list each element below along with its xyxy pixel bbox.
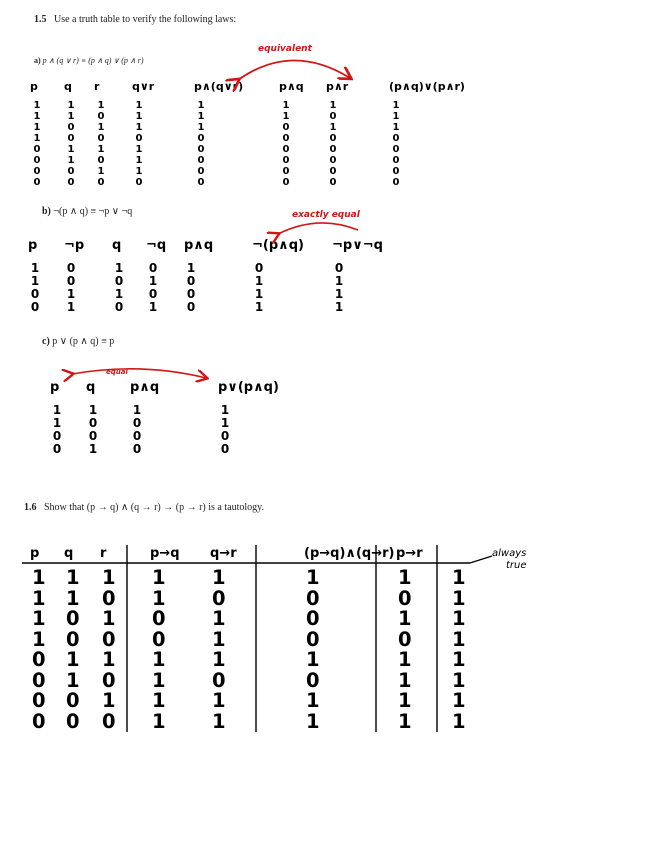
truth-value: 1	[102, 607, 116, 630]
column-header: q	[112, 238, 122, 253]
part-b-arrow-arc	[278, 223, 358, 234]
column-header: p∧q	[184, 238, 214, 253]
truth-value: 0	[32, 709, 46, 733]
truth-column	[30, 262, 40, 314]
truth-value: 1	[212, 648, 226, 671]
truth-value: 0	[186, 287, 196, 301]
column-header: q∨r	[132, 80, 155, 93]
truth-value: 0	[66, 709, 80, 733]
truth-value: 1	[306, 566, 320, 589]
truth-value: 1	[220, 416, 230, 430]
truth-value: 0	[33, 177, 41, 188]
truth-value: 1	[32, 627, 46, 651]
truth-value: 1	[212, 607, 226, 630]
truth-value: 1	[452, 689, 466, 712]
truth-value: 1	[452, 709, 466, 733]
truth-value: 1	[152, 586, 166, 610]
truth-value: 1	[52, 416, 62, 430]
truth-value: 1	[152, 566, 166, 589]
truth-value: 0	[392, 177, 400, 188]
truth-value: 0	[66, 689, 80, 712]
truth-value: 1	[452, 627, 466, 651]
truth-value: 1	[135, 122, 143, 133]
truth-value: 1	[334, 287, 344, 301]
truth-column	[134, 100, 144, 188]
truth-value: 0	[52, 429, 62, 443]
truth-value: 0	[97, 155, 105, 166]
truth-value: 0	[398, 627, 412, 651]
truth-value: 0	[33, 155, 41, 166]
truth-value: 1	[135, 166, 143, 177]
truth-value: 1	[132, 403, 142, 417]
truth-value: 1	[152, 709, 166, 733]
truth-value: 0	[132, 442, 142, 456]
truth-value: 1	[329, 122, 337, 133]
truth-value: 0	[67, 166, 75, 177]
column-header: p∧q	[130, 380, 160, 395]
problem-text: Use a truth table to verify the following laws:	[54, 14, 237, 25]
truth-value: 1	[452, 648, 466, 671]
truth-value: 0	[66, 627, 80, 651]
truth-value: 1	[97, 100, 105, 111]
truth-value: 1	[33, 111, 41, 122]
truth-value: 0	[152, 607, 166, 630]
truth-value: 0	[197, 177, 205, 188]
truth-value: 1	[135, 144, 143, 155]
truth-value: 1	[152, 648, 166, 671]
tautology-note	[492, 548, 527, 572]
truth-column	[196, 100, 206, 188]
part-c-note: equal	[106, 368, 128, 376]
truth-value: 0	[67, 177, 75, 188]
truth-value: 0	[135, 133, 143, 144]
truth-value: 0	[392, 155, 400, 166]
truth-value: 1	[66, 668, 80, 692]
truth-value: 1	[212, 689, 226, 712]
tautology-note-arrow	[470, 556, 492, 563]
truth-column	[281, 100, 291, 188]
truth-value: 1	[114, 261, 124, 275]
truth-value: 1	[32, 566, 46, 589]
truth-value: 1	[102, 566, 116, 589]
truth-column	[452, 566, 466, 733]
truth-value: 0	[30, 300, 40, 314]
truth-column	[152, 566, 166, 733]
truth-value: 1	[88, 442, 98, 456]
truth-value: 0	[148, 261, 158, 275]
column-header: q→r	[210, 546, 237, 561]
column-header: r	[100, 546, 107, 561]
truth-column	[66, 566, 80, 733]
truth-value: 0	[66, 607, 80, 630]
truth-value: 1	[334, 300, 344, 314]
truth-column	[148, 262, 158, 314]
truth-value: 0	[97, 177, 105, 188]
truth-value: 0	[392, 133, 400, 144]
truth-value: 1	[452, 607, 466, 630]
part-a-note: equivalent	[258, 44, 312, 54]
truth-column	[186, 262, 196, 314]
column-header: p	[50, 380, 60, 395]
truth-value: 0	[135, 177, 143, 188]
truth-value: 1	[148, 300, 158, 314]
truth-value: 1	[32, 586, 46, 610]
truth-value: 1	[392, 100, 400, 111]
truth-value: 1	[152, 689, 166, 712]
truth-value: 1	[135, 111, 143, 122]
truth-value: 0	[306, 607, 320, 630]
truth-value: 1	[254, 300, 264, 314]
truth-value: 1	[398, 648, 412, 671]
truth-value: 0	[88, 416, 98, 430]
truth-column	[88, 404, 98, 456]
truth-value: 0	[32, 689, 46, 712]
truth-column	[96, 100, 106, 188]
problem-number: 1.5	[34, 14, 47, 25]
truth-column	[66, 262, 76, 314]
column-header: ¬p	[64, 238, 85, 253]
truth-value: 1	[186, 261, 196, 275]
truth-value: 1	[334, 274, 344, 288]
truth-value: 1	[282, 111, 290, 122]
truth-value: 0	[33, 166, 41, 177]
column-header: (p→q)∧(q→r)	[304, 546, 395, 561]
truth-column	[306, 566, 320, 733]
part-b-law	[42, 206, 132, 217]
truth-column	[212, 566, 226, 733]
truth-value: 0	[67, 133, 75, 144]
column-header: p→q	[150, 546, 180, 561]
truth-value: 0	[329, 133, 337, 144]
column-header: p∧(q∨r)	[194, 80, 244, 93]
truth-value: 0	[306, 668, 320, 692]
truth-value: 1	[392, 122, 400, 133]
truth-value: 0	[114, 300, 124, 314]
truth-value: 1	[67, 144, 75, 155]
tautology-note-line2: true	[506, 560, 527, 571]
truth-value: 0	[97, 111, 105, 122]
truth-value: 1	[398, 607, 412, 630]
truth-value: 0	[212, 668, 226, 692]
truth-value: 1	[254, 287, 264, 301]
column-header: ¬(p∧q)	[252, 238, 304, 253]
column-header: p∧q	[279, 80, 304, 93]
truth-value: 0	[52, 442, 62, 456]
truth-value: 0	[197, 144, 205, 155]
truth-value: 1	[33, 133, 41, 144]
truth-value: 1	[66, 287, 76, 301]
truth-column	[32, 100, 42, 188]
truth-value: 1	[32, 607, 46, 630]
truth-value: 1	[329, 100, 337, 111]
truth-value: 1	[392, 111, 400, 122]
problem-1-5-heading	[34, 14, 236, 25]
truth-value: 1	[67, 100, 75, 111]
truth-value: 1	[212, 627, 226, 651]
truth-column	[66, 100, 76, 188]
truth-value: 1	[33, 122, 41, 133]
truth-value: 0	[254, 261, 264, 275]
truth-value: 1	[452, 668, 466, 692]
truth-value: 0	[132, 416, 142, 430]
truth-value: 0	[32, 668, 46, 692]
truth-value: 0	[102, 627, 116, 651]
truth-value: 0	[212, 586, 226, 610]
truth-value: 1	[66, 300, 76, 314]
truth-column	[254, 262, 264, 314]
truth-value: 1	[306, 648, 320, 671]
truth-value: 0	[220, 442, 230, 456]
problem-1-6-text: Show that (p → q) ∧ (q → r) → (p → r) is a tautology.	[44, 502, 264, 513]
truth-value: 0	[306, 586, 320, 610]
truth-value: 1	[197, 111, 205, 122]
truth-value: 1	[197, 100, 205, 111]
truth-value: 1	[135, 155, 143, 166]
truth-value: 1	[212, 709, 226, 733]
truth-value: 1	[452, 566, 466, 589]
column-header: ¬q	[146, 238, 167, 253]
truth-value: 0	[282, 177, 290, 188]
truth-value: 1	[67, 111, 75, 122]
truth-value: 0	[102, 709, 116, 733]
part-c-label: c)	[42, 336, 50, 347]
part-c-arrow-arc	[72, 369, 206, 378]
truth-value: 0	[66, 274, 76, 288]
truth-value: 0	[102, 586, 116, 610]
truth-value: 0	[329, 144, 337, 155]
truth-value: 1	[97, 144, 105, 155]
truth-value: 1	[30, 261, 40, 275]
truth-value: 0	[197, 166, 205, 177]
column-header: ¬p∨¬q	[332, 238, 383, 253]
truth-value: 1	[306, 709, 320, 733]
truth-value: 1	[398, 709, 412, 733]
truth-value: 1	[398, 668, 412, 692]
part-a-label: a)	[34, 56, 41, 65]
part-c-law-text: p ∨ (p ∧ q) ≡ p	[52, 336, 115, 347]
truth-column	[334, 262, 344, 314]
truth-column	[52, 404, 62, 456]
truth-value: 0	[32, 648, 46, 671]
truth-value: 1	[212, 566, 226, 589]
part-a-arrow-arc	[238, 60, 350, 80]
truth-value: 1	[66, 566, 80, 589]
truth-column	[132, 404, 142, 456]
tautology-note-line1: always	[492, 548, 527, 559]
truth-value: 0	[30, 287, 40, 301]
column-header: p∨(p∧q)	[218, 380, 279, 395]
part-b-note: exactly equal	[292, 210, 360, 220]
truth-value: 1	[66, 648, 80, 671]
column-header: p∧r	[326, 80, 349, 93]
truth-column	[220, 404, 230, 456]
truth-value: 0	[186, 300, 196, 314]
truth-value: 0	[88, 429, 98, 443]
truth-value: 0	[282, 133, 290, 144]
truth-value: 1	[148, 274, 158, 288]
part-b-law-text: ¬(p ∧ q) ≡ ¬p ∨ ¬q	[53, 206, 133, 217]
truth-value: 0	[282, 122, 290, 133]
truth-value: 0	[334, 261, 344, 275]
truth-value: 0	[392, 144, 400, 155]
truth-value: 0	[97, 133, 105, 144]
problem-1-6-heading	[24, 502, 264, 513]
truth-value: 1	[66, 586, 80, 610]
truth-value: 0	[186, 274, 196, 288]
column-header: q	[64, 80, 72, 93]
truth-value: 1	[102, 648, 116, 671]
truth-value: 0	[282, 155, 290, 166]
truth-value: 0	[392, 166, 400, 177]
part-c-law	[42, 336, 114, 347]
truth-value: 0	[114, 274, 124, 288]
truth-column	[32, 566, 46, 733]
column-header: p→r	[396, 546, 423, 561]
truth-value: 0	[33, 144, 41, 155]
truth-value: 0	[329, 166, 337, 177]
problem-1-6-number: 1.6	[24, 502, 37, 513]
truth-value: 1	[197, 122, 205, 133]
truth-value: 0	[197, 155, 205, 166]
truth-value: 0	[67, 122, 75, 133]
truth-value: 1	[88, 403, 98, 417]
truth-value: 1	[30, 274, 40, 288]
truth-value: 1	[97, 122, 105, 133]
truth-value: 1	[52, 403, 62, 417]
truth-value: 1	[282, 100, 290, 111]
truth-value: 0	[132, 429, 142, 443]
truth-value: 1	[220, 403, 230, 417]
truth-value: 1	[254, 274, 264, 288]
truth-value: 1	[97, 166, 105, 177]
truth-value: 0	[282, 166, 290, 177]
truth-value: 0	[329, 111, 337, 122]
truth-value: 0	[148, 287, 158, 301]
truth-value: 1	[306, 689, 320, 712]
part-a-law-text: p ∧ (q ∨ r) ≡ (p ∧ q) ∨ (p ∧ r)	[42, 56, 144, 65]
column-header: q	[64, 546, 74, 561]
truth-value: 0	[197, 133, 205, 144]
truth-value: 0	[398, 586, 412, 610]
truth-value: 0	[152, 627, 166, 651]
truth-value: 0	[329, 155, 337, 166]
truth-column	[114, 262, 124, 314]
truth-value: 1	[135, 100, 143, 111]
part-b-label: b)	[42, 206, 51, 217]
truth-column	[328, 100, 338, 188]
truth-value: 1	[152, 668, 166, 692]
truth-value: 1	[102, 689, 116, 712]
truth-column	[398, 566, 412, 733]
column-header: p	[30, 546, 40, 561]
truth-value: 0	[66, 261, 76, 275]
column-header: q	[86, 380, 96, 395]
truth-value: 1	[452, 586, 466, 610]
truth-value: 0	[220, 429, 230, 443]
truth-value: 1	[114, 287, 124, 301]
column-header: p	[30, 80, 38, 93]
truth-value: 1	[33, 100, 41, 111]
column-header: r	[94, 80, 100, 93]
truth-value: 1	[398, 689, 412, 712]
truth-value: 1	[67, 155, 75, 166]
column-header: p	[28, 238, 38, 253]
truth-value: 0	[306, 627, 320, 651]
part-a-law	[34, 56, 144, 65]
truth-column	[391, 100, 401, 188]
truth-value: 0	[102, 668, 116, 692]
column-header: (p∧q)∨(p∧r)	[389, 80, 465, 93]
truth-value: 0	[282, 144, 290, 155]
truth-value: 1	[398, 566, 412, 589]
truth-column	[102, 566, 116, 733]
truth-value: 0	[329, 177, 337, 188]
